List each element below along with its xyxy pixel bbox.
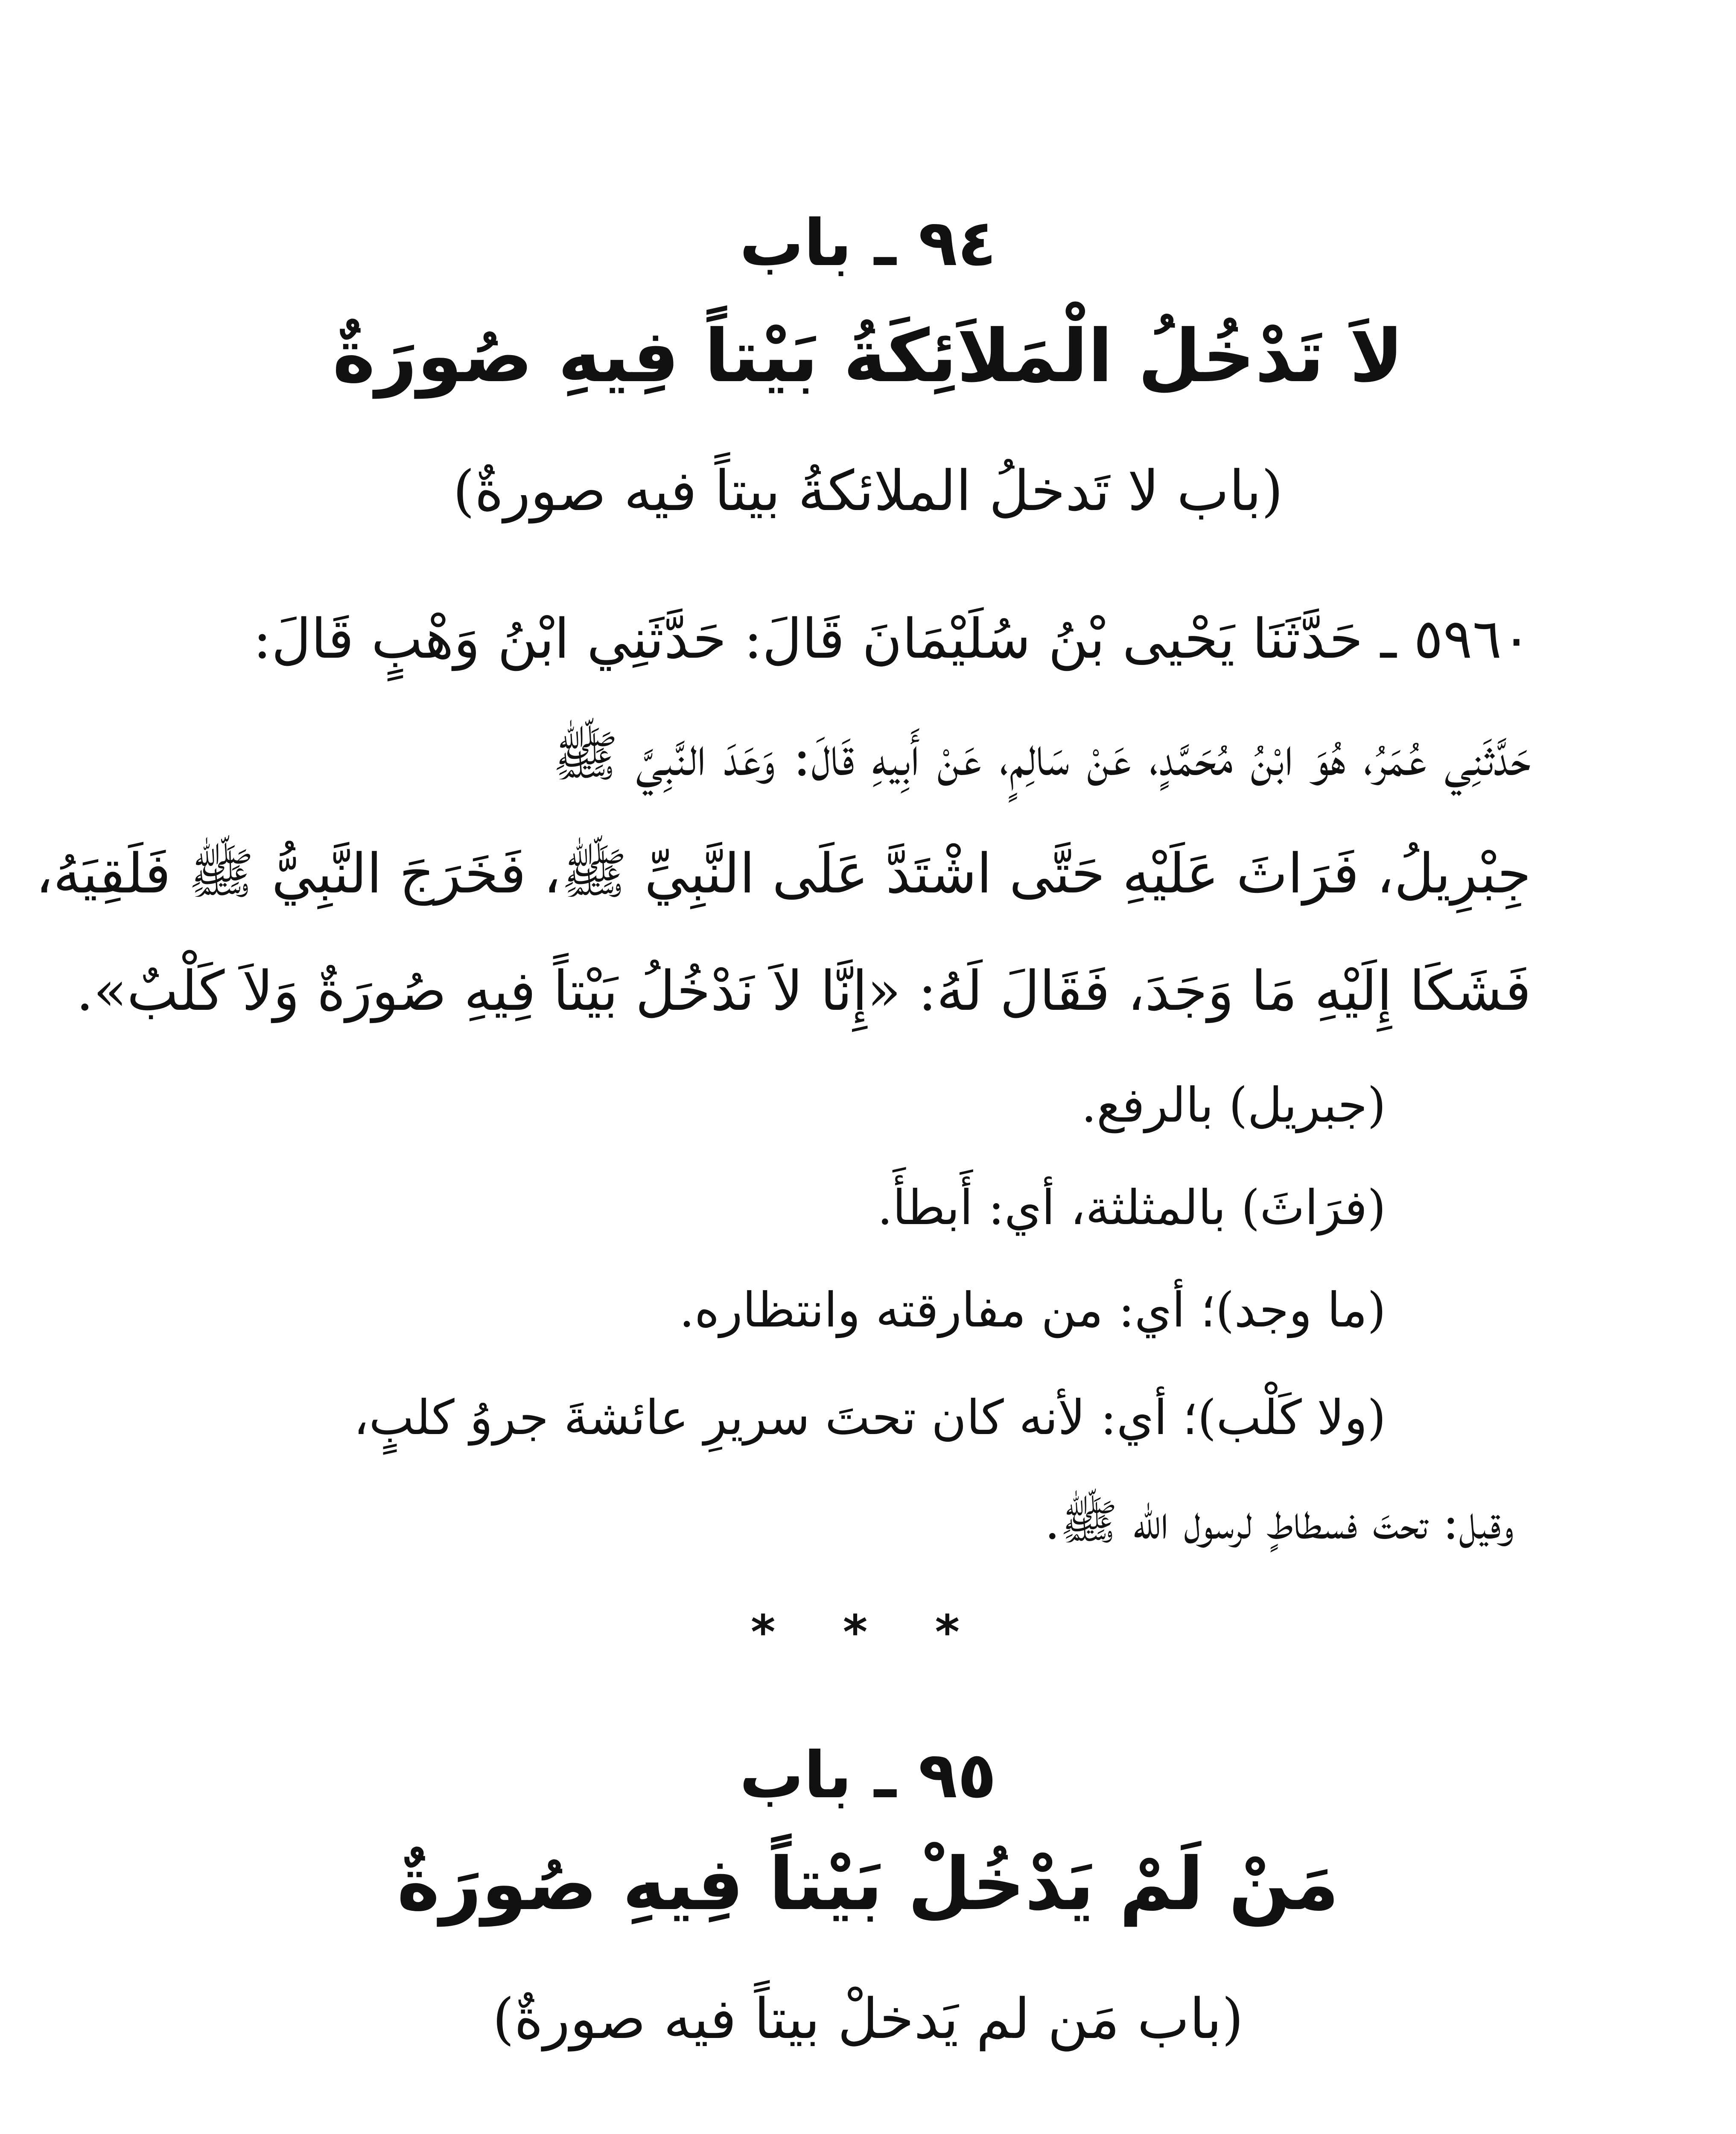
note-raatha: (فرَاثَ) بالمثلثة، أي: أَبطأَ.: [877, 1180, 1386, 1236]
hadith-line: ٥٩٦٠ ـ حَدَّثَنَا يَحْيى بْنُ سُلَيْمَانَ قَالَ: حَدَّثَنِي ابْنُ وَهْبٍ قَالَ:: [253, 607, 1531, 671]
chapter-number-95: ٩٥ ـ باب: [739, 1738, 997, 1813]
note-line: وقيل: تحتَ فسطاطٍ لرسول الله ﷺ.: [1045, 1495, 1514, 1550]
hadith-line: جِبْرِيلُ، فَرَاثَ عَلَيْهِ حَتَّى اشْتَدَّ عَلَى النَّبِيِّ ﷺ، فَخَرَجَ النَّبِيُّ ﷺ فَلَقِيَهُ،: [35, 842, 1531, 906]
chapter-number-94: ٩٤ ـ باب: [739, 206, 997, 280]
section-separator: * * *: [750, 1605, 986, 1659]
note-jibril: (جبريل) بالرفع.: [1081, 1078, 1386, 1133]
hadith-line: فَشَكَا إِلَيْهِ مَا وَجَدَ، فَقَالَ لَهُ: «إِنَّا لاَ نَدْخُلُ بَيْتاً فِيهِ صُورَةٌ وَلاَ كَلْبٌ».: [76, 959, 1531, 1023]
chapter-title-95: مَنْ لَمْ يَدْخُلْ بَيْتاً فِيهِ صُورَةٌ: [397, 1842, 1339, 1927]
chapter-subtitle-95: (باب مَن لم يَدخلْ بيتاً فيه صورةٌ): [492, 1986, 1244, 2051]
hadith-line: [208, 2117, 1531, 2134]
hadith-5960: [35, 580, 1531, 1050]
note-wala-kalb: [191, 1366, 1514, 1575]
note-line: (ولا كَلْب)؛ أي: لأنه كان تحتَ سريرِ عائشةَ جروُ كلبٍ،: [353, 1390, 1386, 1446]
chapter-title-94: لاَ تَدْخُلُ الْمَلاَئِكَةُ بَيْتاً فِيهِ صُورَةٌ: [332, 314, 1404, 399]
chapter-subtitle-94: (باب لا تَدخلُ الملائكةُ بيتاً فيه صورةٌ): [453, 458, 1283, 523]
hadith-line: حَدَّثَنِي عُمَرُ، هُوَ ابْنُ مُحَمَّدٍ، عَنْ سَالِمٍ، عَنْ أَبِيهِ قَالَ: وَعَدَ النَّبِيَّ ﷺ: [552, 725, 1531, 788]
note-ma-wajad: (ما وجد)؛ أي: من مفارقته وانتظاره.: [679, 1283, 1386, 1338]
hadith-5961: [208, 2117, 1531, 2134]
